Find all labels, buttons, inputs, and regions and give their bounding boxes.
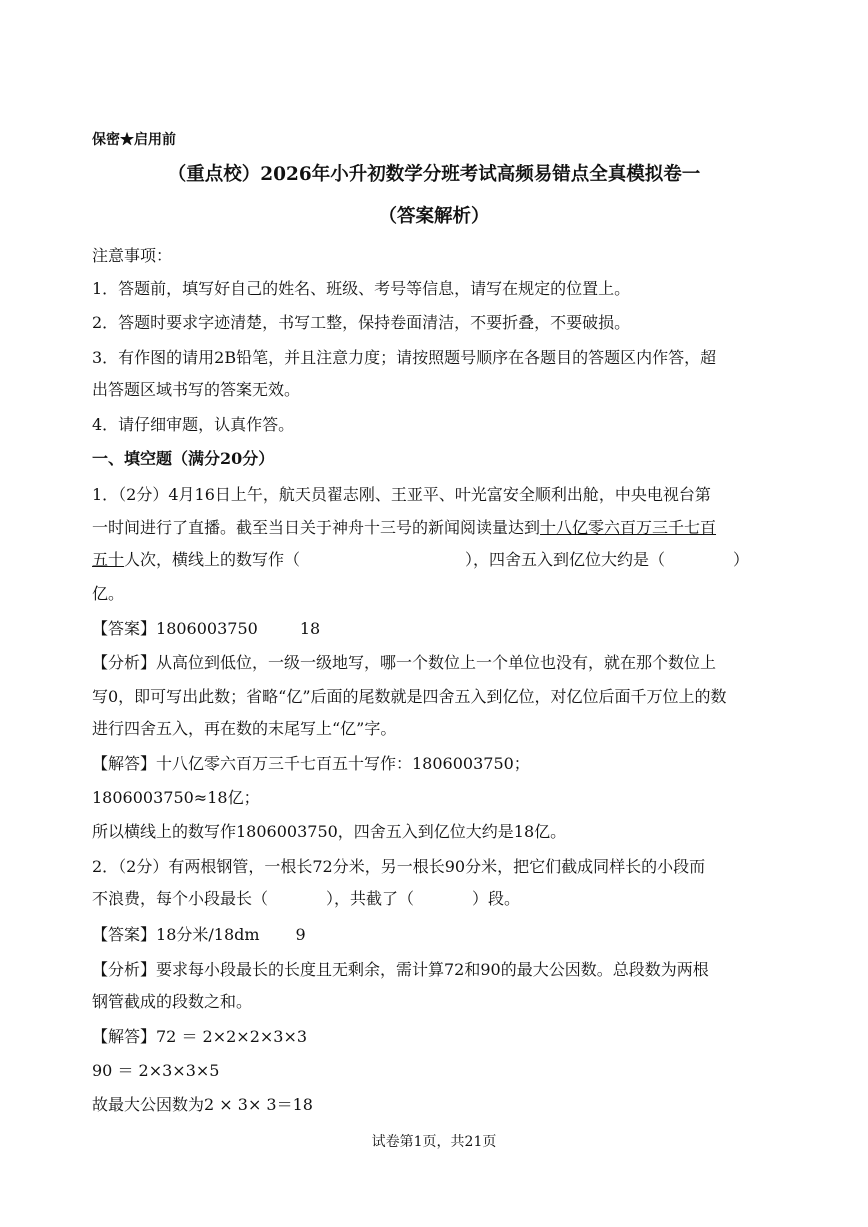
question-2-line: 2．（2分）有两根钢管，一根长72分米，另一根长90分米，把它们截成同样长的小段而 [92,857,706,876]
question-1-line: 亿。 [92,584,125,603]
notice-item: 4．请仔细审题，认真作答。 [92,415,295,434]
question-1-text: 人次，横线上的数写作（ [124,550,301,569]
question-1-text: 一时间进行了直播。截至当日关于神舟十三号的新闻阅读量达到 [92,518,541,537]
answer-line [92,925,306,945]
analysis-line: 【分析】从高位到低位，一级一级地写，哪一个数位上一个单位也没有，就在那个数位上 [92,653,717,672]
solution-line: 【解答】72 ＝ 2×2×2×3×3 [92,1027,308,1046]
underlined-number: 十八亿零六百万三千七百 [540,518,717,537]
confidential-label: 保密★启用前 [92,132,176,148]
question-1-line: 1．（2分）4月16日上午，航天员翟志刚、王亚平、叶光富安全顺利出舱，中央电视台第 [92,485,711,504]
answer-value: 18分米/18dm [156,925,260,944]
question-2-line [92,889,520,909]
analysis-line: 进行四舍五入，再在数的末尾写上“亿”字。 [92,719,397,738]
question-2-text: ），共截了（ [326,889,415,908]
answer-label: 【答案】 [92,619,157,638]
question-2-text: 不浪费，每个小段最长（ [92,889,269,908]
analysis-line: 钢管截成的段数之和。 [92,992,253,1011]
analysis-line: 写0，即可写出此数；省略“亿”后面的尾数就是四舍五入到亿位，对亿位后面千万位上的数 [92,687,727,706]
solution-line: 所以横线上的数写作1806003750，四舍五入到亿位大约是18亿。 [92,822,567,841]
question-2-text: ）段。 [472,889,521,908]
section-heading: 一、填空题（满分20分） [92,449,275,468]
notice-item: 出答题区域书写的答案无效。 [92,380,301,399]
answer-value: 18 [299,619,321,638]
solution-line: 故最大公因数为2 × 3× 3＝18 [92,1095,313,1114]
underlined-number: 五十 [92,550,125,569]
page-title: （重点校）2026年小升初数学分班考试高频易错点全真模拟卷一 [167,164,701,185]
answer-value: 1806003750 [156,619,258,638]
question-1-text: ），四舍五入到亿位大约是（ [465,550,666,569]
solution-line: 90 ＝ 2×3×3×5 [92,1061,220,1080]
solution-line: 【解答】十八亿零六百万三千七百五十写作：1806003750； [92,754,530,773]
notice-item: 3．有作图的请用2B铅笔，并且注意力度；请按照题号顺序在各题目的答题区内作答，超 [92,348,717,367]
page-footer: 试卷第1页，共21页 [371,1134,497,1150]
question-1-text: ） [733,550,750,569]
notice-item: 2．答题时要求字迹清楚，书写工整，保持卷面清洁，不要折叠，不要破损。 [92,313,631,332]
solution-line: 1806003750≈18亿； [92,788,260,807]
answer-value: 9 [295,925,306,944]
notice-item: 1．答题前，填写好自己的姓名、班级、考号等信息，请写在规定的位置上。 [92,279,631,298]
analysis-line: 【分析】要求每小段最长的长度且无剩余，需计算72和90的最大公因数。总段数为两根 [92,960,709,979]
answer-line [92,619,320,639]
question-1-line [92,550,749,570]
page-subtitle: （答案解析） [378,206,490,227]
notice-heading: 注意事项： [92,246,173,265]
question-1-line [92,518,716,538]
answer-label: 【答案】 [92,925,157,944]
